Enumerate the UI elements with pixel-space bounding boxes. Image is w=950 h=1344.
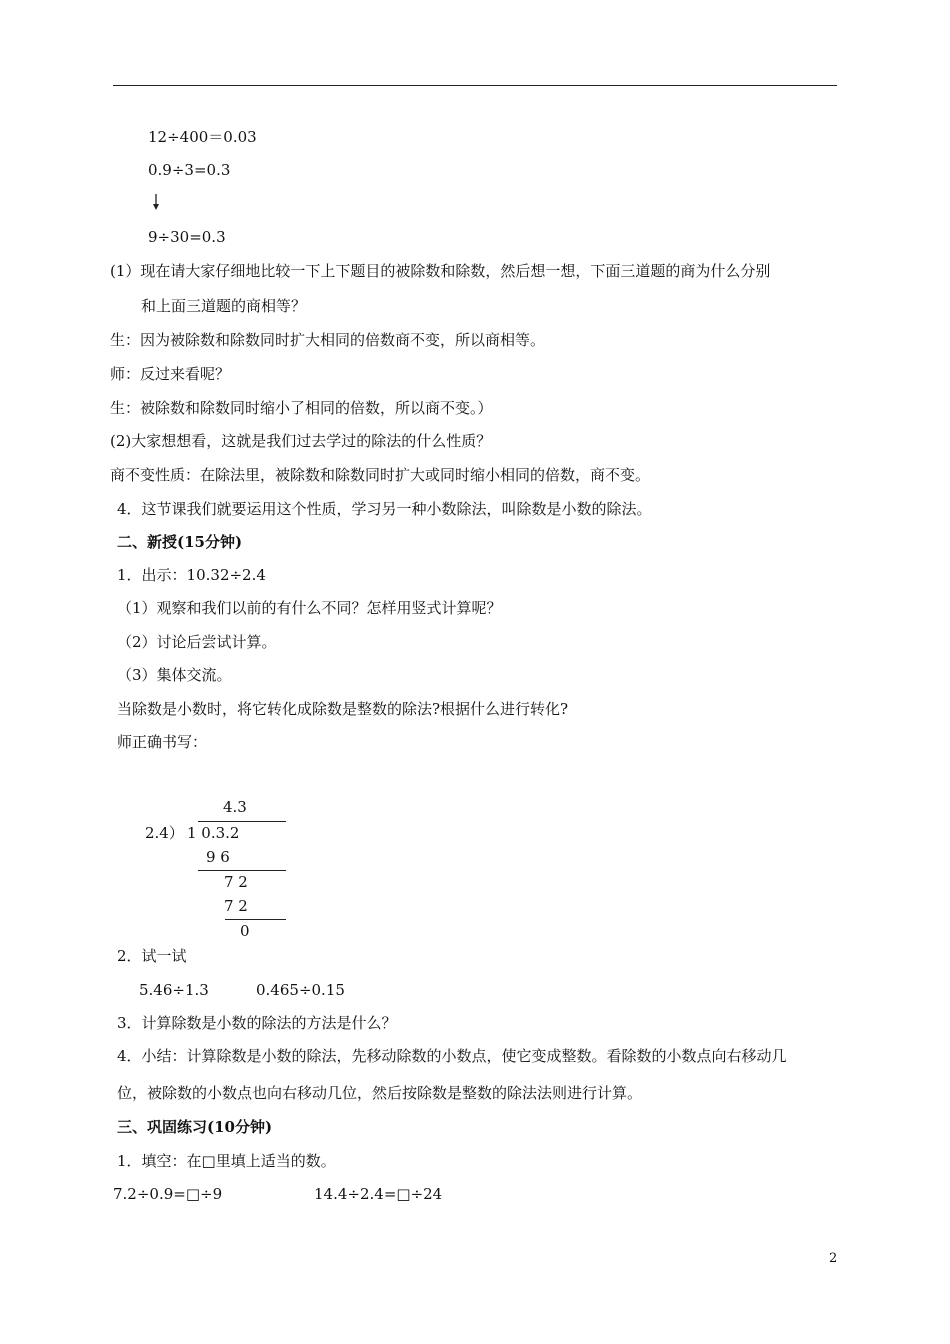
subtraction-line-2 bbox=[225, 919, 286, 920]
section-2-item-3: 3．计算除数是小数的除法的方法是什么？ bbox=[117, 1014, 397, 1032]
section-2-heading: 二、新授(15分钟) bbox=[117, 533, 243, 551]
summary-line-1: 4．小结：计算除数是小数的除法，先移动除数的小数点，使它变成整数。看除数的小数点向右移动几 bbox=[117, 1047, 787, 1065]
section-3-heading: 三、巩固练习(10分钟) bbox=[117, 1118, 273, 1136]
division-bar bbox=[198, 821, 286, 822]
long-division-remainder: 0 bbox=[240, 922, 250, 940]
long-division-divisor: 2.4） bbox=[145, 824, 184, 842]
student-answer-2: 生：被除数和除数同时缩小了相同的倍数，所以商不变。） bbox=[110, 399, 493, 417]
intro-equation-2: 0.9÷3=0.3 bbox=[148, 161, 231, 179]
try-problem-1: 5.46÷1.3 bbox=[139, 981, 209, 999]
intro-equation-3: 9÷30=0.3 bbox=[148, 228, 226, 246]
review-question-1-line-2: 和上面三道题的商相等？ bbox=[141, 297, 307, 315]
long-division-step-1: 9 6 bbox=[206, 848, 230, 866]
review-item-4: 4．这节课我们就要运用这个性质，学习另一种小数除法，叫除数是小数的除法。 bbox=[117, 500, 652, 518]
long-division-step-2: 7 2 bbox=[224, 873, 248, 891]
subtraction-line-1 bbox=[198, 870, 286, 871]
section-2-item-1: 1．出示：10.32÷2.4 bbox=[117, 566, 266, 584]
page-number: 2 bbox=[829, 1251, 838, 1266]
intro-equation-1: 12÷400＝0.03 bbox=[148, 128, 257, 146]
long-division-dividend: 1 0.3.2 bbox=[187, 824, 240, 842]
student-answer-1: 生：因为被除数和除数同时扩大相同的倍数商不变，所以商相等。 bbox=[110, 331, 546, 349]
section-2-item-2: 2．试一试 bbox=[117, 947, 187, 965]
review-question-1-line-1: (1）现在请大家仔细地比较一下上下题目的被除数和除数，然后想一想，下面三道题的商为什么分别 bbox=[110, 262, 771, 280]
section-2-sub-3: （3）集体交流。 bbox=[117, 666, 232, 684]
section-2-sub-2: （2）讨论后尝试计算。 bbox=[117, 633, 277, 651]
fill-equation-2: 14.4÷2.4=□÷24 bbox=[314, 1185, 443, 1203]
summary-line-2: 位，被除数的小数点也向右移动几位，然后按除数是整数的除法法则进行计算。 bbox=[117, 1084, 643, 1102]
section-3-item-1: 1．填空：在□里填上适当的数。 bbox=[117, 1152, 336, 1170]
long-division-quotient: 4.3 bbox=[223, 798, 247, 816]
try-problem-2: 0.465÷0.15 bbox=[256, 981, 345, 999]
down-arrow-icon bbox=[150, 193, 162, 211]
teacher-prompt-1: 师：反过来看呢？ bbox=[110, 365, 231, 383]
teacher-write-label: 师正确书写： bbox=[117, 733, 208, 751]
section-2-sub-1: （1）观察和我们以前的有什么不同？怎样用竖式计算呢？ bbox=[117, 599, 502, 617]
long-division-step-3: 7 2 bbox=[224, 897, 248, 915]
property-statement: 商不变性质：在除法里，被除数和除数同时扩大或同时缩小相同的倍数，商不变。 bbox=[110, 466, 651, 484]
review-question-2: (2)大家想想看，这就是我们过去学过的除法的什么性质？ bbox=[110, 432, 492, 450]
conversion-question: 当除数是小数时，将它转化成除数是整数的除法?根据什么进行转化? bbox=[117, 700, 569, 718]
header-rule bbox=[113, 85, 837, 86]
fill-equation-1: 7.2÷0.9=□÷9 bbox=[113, 1185, 223, 1203]
